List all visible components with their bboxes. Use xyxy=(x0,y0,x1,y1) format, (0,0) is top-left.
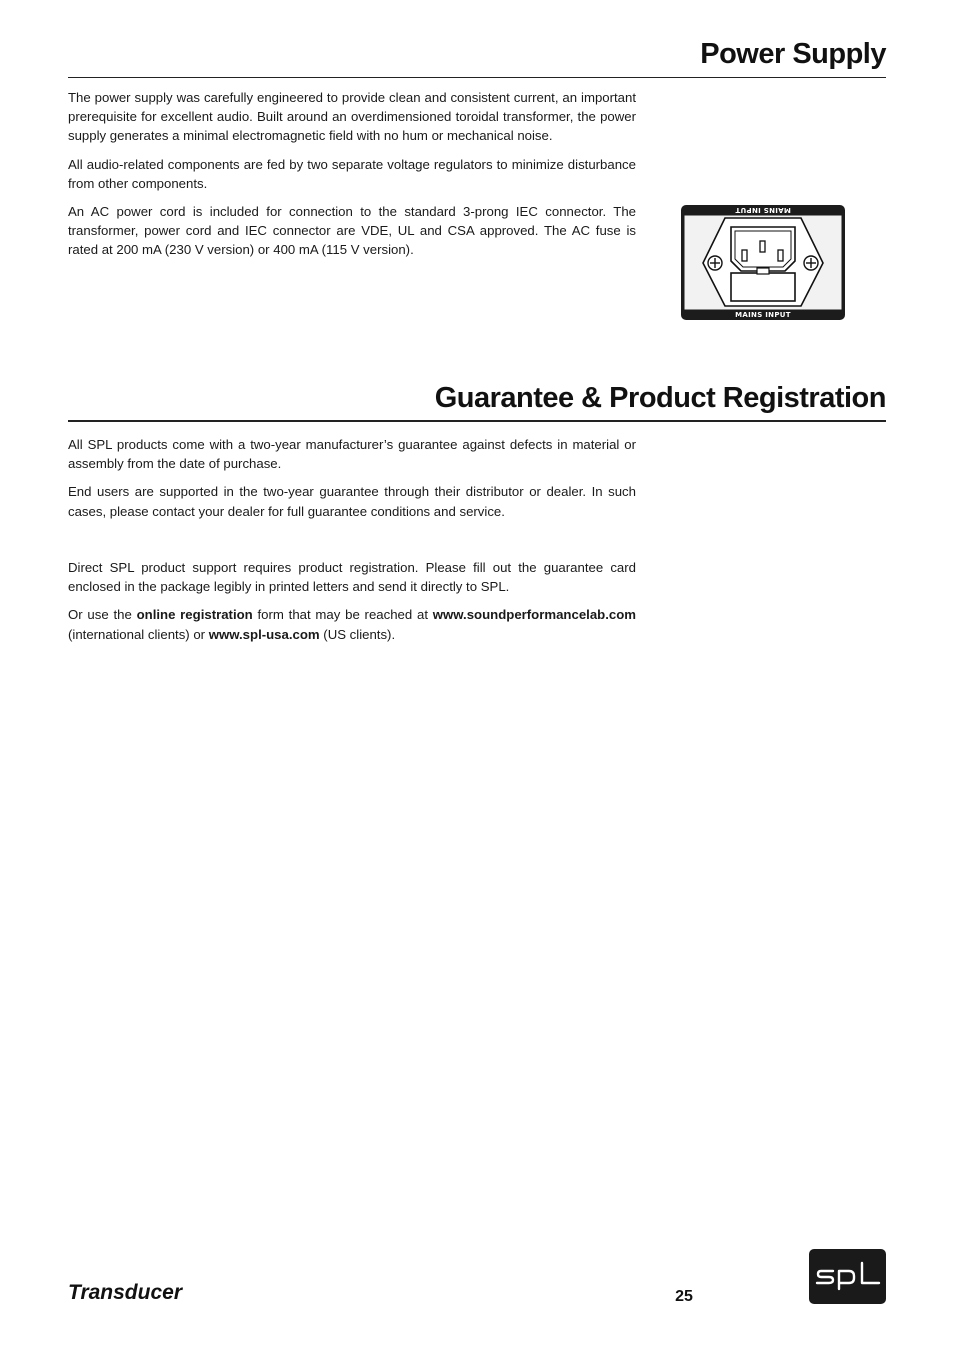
power-supply-paragraph: All audio-related components are fed by two separate voltage regulators to minimize disturbance from other components. xyxy=(68,156,636,191)
iec-connector-icon xyxy=(681,205,845,320)
registration-body xyxy=(68,558,636,653)
online-registration-link[interactable]: online registration xyxy=(136,607,253,623)
page-number: 25 xyxy=(675,1288,693,1305)
power-supply-title: Power Supply xyxy=(700,38,886,70)
guarantee-paragraph: All SPL products come with a two-year manufacturer’s guarantee against defects in material or assembly from the date of purchase. xyxy=(68,437,636,472)
guarantee-rule xyxy=(68,420,886,422)
international-url-link[interactable]: www.soundperformancelab.com xyxy=(432,607,636,623)
spl-logo-icon xyxy=(809,1249,886,1304)
mains-input-label-bottom: MAINS INPUT xyxy=(735,311,791,319)
spl-logo xyxy=(809,1249,886,1304)
guarantee-paragraph: End users are supported in the two-year guarantee through their distributor or dealer. In such cases, please contact your dealer for full guarantee conditions and service. xyxy=(68,484,636,519)
power-supply-rule xyxy=(68,77,886,78)
us-suffix: (US clients). xyxy=(319,626,396,642)
guarantee-body xyxy=(68,435,636,530)
mains-input-label-top: MAINS INPUT xyxy=(735,206,791,214)
power-supply-paragraph: The power supply was carefully engineered to provide clean and consistent current, an important prerequisite for excellent audio. Built around an overdimensioned toroidal transformer, the power supply generates a minimal electromagnetic field with no hum or mechanical noise. xyxy=(68,90,636,144)
us-url-link[interactable]: www.spl-usa.com xyxy=(208,626,320,642)
online-middle: form that may be reached at xyxy=(252,607,433,623)
mains-input-figure xyxy=(681,205,845,320)
power-supply-body xyxy=(68,88,636,269)
footer-product-name: Transducer xyxy=(68,1281,182,1304)
power-supply-paragraph: An AC power cord is included for connection to the standard 3-prong IEC connector. The transformer, power cord and IEC connector are VDE, UL and CSA approved. The AC fuse is rated at 200 mA (230 V version) or 400 mA (115 V version). xyxy=(68,204,636,258)
online-registration-paragraph xyxy=(68,605,636,643)
guarantee-title: Guarantee & Product Registration xyxy=(434,382,886,414)
registration-paragraph: Direct SPL product support requires product registration. Please fill out the guarantee card enclosed in the package legibly in printed letters and send it directly to SPL. xyxy=(68,560,636,595)
international-suffix: (international clients) or xyxy=(68,626,209,642)
online-prefix: Or use the xyxy=(68,607,137,623)
